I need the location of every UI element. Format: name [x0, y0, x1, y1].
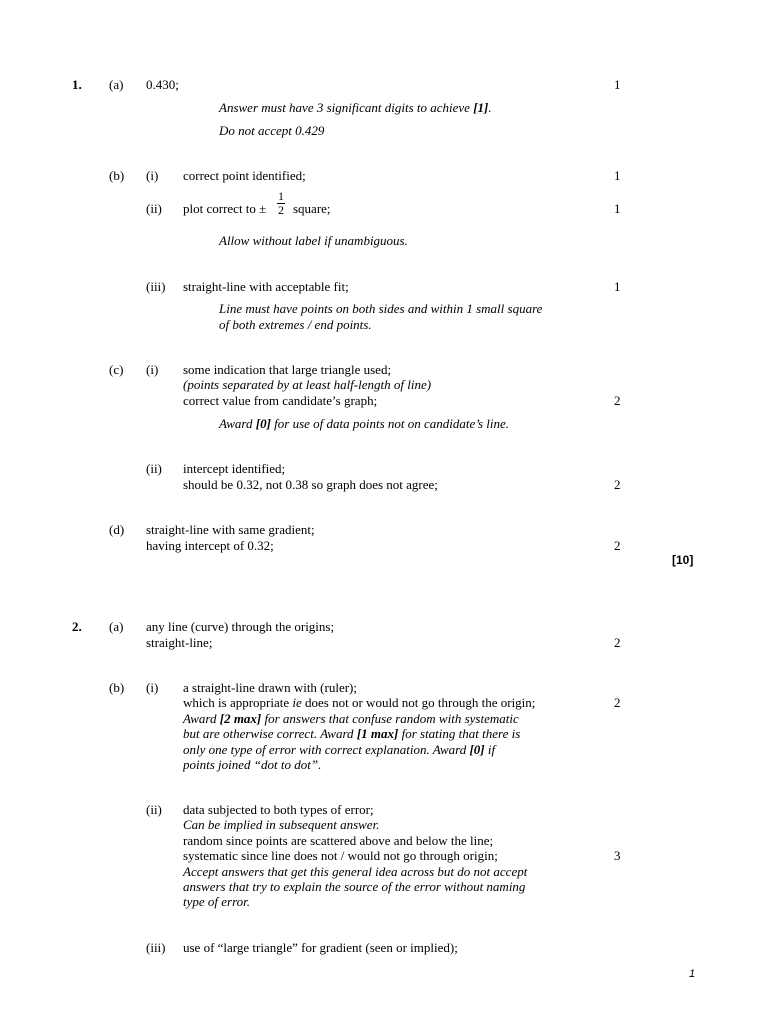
q1bi-mark: 1 — [614, 168, 621, 183]
q2bii-line-4: systematic since line does not / would not go through origin; — [183, 848, 498, 863]
q2a-line-2: straight-line; — [146, 635, 213, 650]
q1d-label: (d) — [109, 522, 125, 537]
q1d-line-1: straight-line with same gradient; — [146, 522, 315, 537]
q1biii-text: straight-line with acceptable fit; — [183, 279, 349, 294]
q1d-mark: 2 — [614, 538, 621, 553]
q2bi-note-1: Award [2 max] for answers that confuse random with systematic — [183, 711, 519, 726]
q1-total-marks: [10] — [672, 553, 694, 567]
q1bii-note: Allow without label if unambiguous. — [219, 233, 408, 248]
q1biii-label: (iii) — [146, 279, 166, 294]
q1ci-note: Award [0] for use of data points not on candidate’s line. — [219, 416, 509, 431]
q2a-line-1: any line (curve) through the origins; — [146, 619, 335, 634]
q2biii-line-1: use of “large triangle” for gradient (seen or implied); — [183, 940, 458, 955]
q2b-label: (b) — [109, 680, 125, 695]
q2bi-line-1: a straight-line drawn with (ruler); — [183, 680, 357, 695]
q1ci-line-1: some indication that large triangle used; — [183, 362, 392, 377]
q1biii-mark: 1 — [614, 279, 621, 294]
q1d-line-2: having intercept of 0.32; — [146, 538, 274, 553]
q1ci-label: (i) — [146, 362, 159, 377]
page-number: 1 — [689, 968, 696, 980]
q1a-note-1: Answer must have 3 significant digits to achieve [1]. — [219, 100, 492, 115]
q2bii-line-3: random since points are scattered above and below the line; — [183, 833, 494, 848]
q2bii-line-2: Can be implied in subsequent answer. — [183, 817, 380, 832]
q1a-label: (a) — [109, 77, 124, 92]
question-1-number: 1. — [72, 77, 82, 92]
q2bi-note-4: points joined “dot to dot”. — [183, 757, 322, 772]
q1cii-line-1: intercept identified; — [183, 461, 286, 476]
q1biii-note-2: of both extremes / end points. — [219, 317, 372, 332]
q1bii-text: plot correct to ± — [183, 201, 267, 216]
q1bii-mark: 1 — [614, 201, 621, 216]
q1bi-text: correct point identified; — [183, 168, 306, 183]
q1bii-label: (ii) — [146, 201, 162, 216]
q2bii-line-7: type of error. — [183, 894, 251, 909]
q1biii-note-1: Line must have points on both sides and within 1 small square — [219, 301, 543, 316]
q1ci-line-3: correct value from candidate’s graph; — [183, 393, 378, 408]
q2bii-mark: 3 — [614, 848, 621, 863]
q1a-mark: 1 — [614, 77, 621, 92]
q1cii-line-2: should be 0.32, not 0.38 so graph does not agree; — [183, 477, 438, 492]
half-fraction — [276, 190, 286, 217]
q1b-label: (b) — [109, 168, 125, 183]
q1a-note-2: Do not accept 0.429 — [219, 123, 325, 138]
question-2-number: 2. — [72, 619, 82, 634]
q2a-mark: 2 — [614, 635, 621, 650]
q1ci-line-2: (points separated by at least half-length of line) — [183, 377, 432, 392]
q2bii-line-1: data subjected to both types of error; — [183, 802, 374, 817]
q2bi-line-2: which is appropriate ie does not or would not go through the origin; — [183, 695, 536, 710]
q2bii-label: (ii) — [146, 802, 162, 817]
q1ci-mark: 2 — [614, 393, 621, 408]
q2bi-note-2: but are otherwise correct. Award [1 max] for stating that there is — [183, 726, 521, 741]
q2a-label: (a) — [109, 619, 124, 634]
q1cii-mark: 2 — [614, 477, 621, 492]
q1a-answer: 0.430; — [146, 77, 179, 92]
q2bi-mark: 2 — [614, 695, 621, 710]
q2bii-line-5: Accept answers that get this general idea across but do not accept — [183, 864, 528, 879]
q1bi-label: (i) — [146, 168, 159, 183]
q1c-label: (c) — [109, 362, 124, 377]
q2bii-line-6: answers that try to explain the source of the error without naming — [183, 879, 526, 894]
fraction-numerator: 1 — [278, 189, 284, 203]
q1cii-label: (ii) — [146, 461, 162, 476]
fraction-denominator: 2 — [278, 203, 284, 217]
q2bi-note-3: only one type of error with correct explanation. Award [0] if — [183, 742, 496, 757]
q2biii-label: (iii) — [146, 940, 166, 955]
q1bii-text-end: square; — [293, 201, 331, 216]
q2bi-label: (i) — [146, 680, 159, 695]
